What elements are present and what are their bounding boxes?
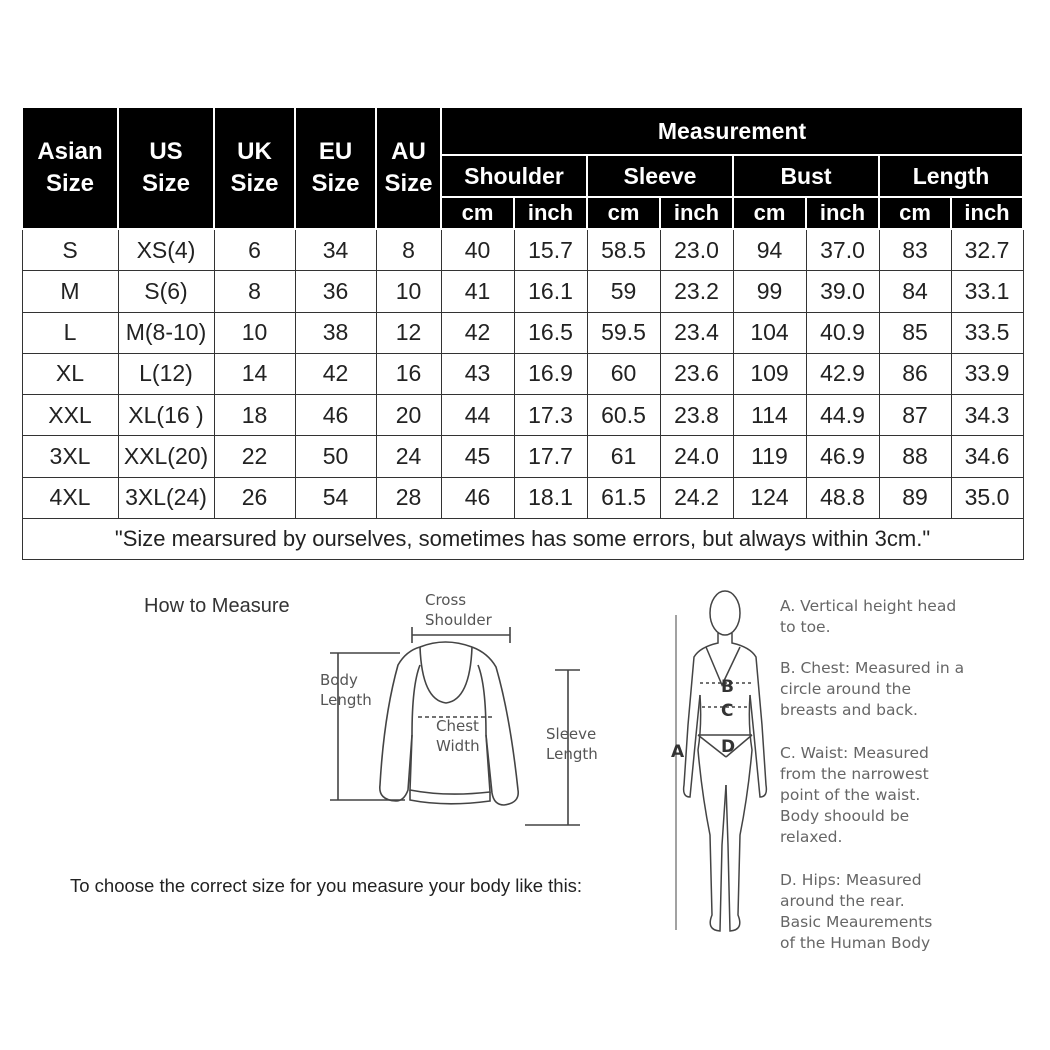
table-cell: 104 xyxy=(733,312,806,353)
table-cell: M xyxy=(22,271,118,312)
table-row xyxy=(22,395,1023,436)
table-body xyxy=(22,229,1023,519)
header-length: Length xyxy=(879,155,1023,197)
table-cell: 23.8 xyxy=(660,395,733,436)
header-measurement: Measurement xyxy=(441,107,1023,155)
table-row xyxy=(22,436,1023,477)
header-us-size: US Size xyxy=(118,107,214,229)
header-uk-size: UK Size xyxy=(214,107,295,229)
legend-item-a: A. Vertical height head to toe. xyxy=(780,597,957,636)
table-cell: 33.5 xyxy=(951,312,1023,353)
table-cell: 8 xyxy=(376,229,441,271)
header-au-size: AU Size xyxy=(376,107,441,229)
table-cell: 24.0 xyxy=(660,436,733,477)
table-cell: 42.9 xyxy=(806,353,879,394)
table-cell: 28 xyxy=(376,477,441,518)
instruction-text: To choose the correct size for you measure your body like this: xyxy=(70,875,583,896)
table-cell: 23.2 xyxy=(660,271,733,312)
table-cell: 44.9 xyxy=(806,395,879,436)
table-cell: 16 xyxy=(376,353,441,394)
table-cell: 61 xyxy=(587,436,660,477)
body-figure xyxy=(660,585,770,940)
table-cell: 41 xyxy=(441,271,514,312)
table-cell: 17.7 xyxy=(514,436,587,477)
table-cell: 15.7 xyxy=(514,229,587,271)
table-cell: 58.5 xyxy=(587,229,660,271)
table-cell: 45 xyxy=(441,436,514,477)
unit-cell: inch xyxy=(806,197,879,229)
table-cell: 54 xyxy=(295,477,376,518)
table-cell: 12 xyxy=(376,312,441,353)
table-cell: 99 xyxy=(733,271,806,312)
table-cell: 34.6 xyxy=(951,436,1023,477)
table-cell: 33.1 xyxy=(951,271,1023,312)
table-cell: 86 xyxy=(879,353,951,394)
table-cell: 85 xyxy=(879,312,951,353)
table-cell: 40.9 xyxy=(806,312,879,353)
table-cell: 109 xyxy=(733,353,806,394)
table-cell: 89 xyxy=(879,477,951,518)
table-cell: 39.0 xyxy=(806,271,879,312)
table-cell: 43 xyxy=(441,353,514,394)
table-cell: 24 xyxy=(376,436,441,477)
table-cell: 23.4 xyxy=(660,312,733,353)
table-cell: 34 xyxy=(295,229,376,271)
header-bust: Bust xyxy=(733,155,879,197)
table-cell: L xyxy=(22,312,118,353)
body-label-b: B xyxy=(721,677,734,697)
table-cell: 94 xyxy=(733,229,806,271)
table-cell: XXL(20) xyxy=(118,436,214,477)
table-cell: 16.9 xyxy=(514,353,587,394)
table-cell: 33.9 xyxy=(951,353,1023,394)
table-cell: 37.0 xyxy=(806,229,879,271)
table-cell: M(8-10) xyxy=(118,312,214,353)
table-row xyxy=(22,229,1023,271)
table-cell: 36 xyxy=(295,271,376,312)
table-cell: 44 xyxy=(441,395,514,436)
table-cell: 119 xyxy=(733,436,806,477)
table-cell: 16.5 xyxy=(514,312,587,353)
unit-cell: inch xyxy=(514,197,587,229)
table-cell: 59.5 xyxy=(587,312,660,353)
label-chest-width: Chest Width xyxy=(436,717,480,755)
table-cell: 50 xyxy=(295,436,376,477)
how-to-measure-title: How to Measure xyxy=(144,595,290,617)
table-cell: S xyxy=(22,229,118,271)
table-cell: XXL xyxy=(22,395,118,436)
table-cell: 26 xyxy=(214,477,295,518)
unit-cell: inch xyxy=(660,197,733,229)
table-cell: 61.5 xyxy=(587,477,660,518)
label-body-length: Body Length xyxy=(320,671,372,709)
table-cell: 42 xyxy=(441,312,514,353)
table-cell: 34.3 xyxy=(951,395,1023,436)
legend-item-d: D. Hips: Measured around the rear. Basic Meaurements of the Human Body xyxy=(780,871,933,952)
table-cell: 60 xyxy=(587,353,660,394)
header-eu-size: EU Size xyxy=(295,107,376,229)
table-cell: 17.3 xyxy=(514,395,587,436)
table-cell: XL(16 ) xyxy=(118,395,214,436)
table-cell: 124 xyxy=(733,477,806,518)
table-cell: 18 xyxy=(214,395,295,436)
table-cell: 3XL xyxy=(22,436,118,477)
label-sleeve-length: Sleeve Length xyxy=(546,725,598,763)
table-cell: 4XL xyxy=(22,477,118,518)
legend-item-b: B. Chest: Measured in a circle around the breasts and back. xyxy=(780,659,965,719)
unit-cell: cm xyxy=(441,197,514,229)
unit-cell: cm xyxy=(879,197,951,229)
table-cell: 24.2 xyxy=(660,477,733,518)
table-cell: 88 xyxy=(879,436,951,477)
header-asian-size: Asian Size xyxy=(22,107,118,229)
table-cell: 84 xyxy=(879,271,951,312)
table-cell: 20 xyxy=(376,395,441,436)
legend-item-c: C. Waist: Measured from the narrowest point of the waist. Body shoould be relaxed. xyxy=(780,744,929,846)
size-chart-table xyxy=(21,106,1024,560)
table-cell: 59 xyxy=(587,271,660,312)
unit-cell: inch xyxy=(951,197,1023,229)
table-cell: 23.6 xyxy=(660,353,733,394)
table-cell: 114 xyxy=(733,395,806,436)
table-cell: S(6) xyxy=(118,271,214,312)
body-label-d: D xyxy=(721,737,736,757)
header-sleeve: Sleeve xyxy=(587,155,733,197)
table-cell: 40 xyxy=(441,229,514,271)
table-cell: XL xyxy=(22,353,118,394)
table-cell: 10 xyxy=(214,312,295,353)
table-row xyxy=(22,353,1023,394)
table-cell: 46 xyxy=(295,395,376,436)
table-cell: 48.8 xyxy=(806,477,879,518)
size-note: "Size mearsured by ourselves, sometimes has some errors, but always within 3cm." xyxy=(22,519,1023,560)
table-cell: 22 xyxy=(214,436,295,477)
body-label-c: C xyxy=(721,701,734,721)
table-cell: 42 xyxy=(295,353,376,394)
unit-cell: cm xyxy=(587,197,660,229)
table-cell: 8 xyxy=(214,271,295,312)
table-cell: 14 xyxy=(214,353,295,394)
body-label-a: A xyxy=(671,742,685,762)
header-shoulder: Shoulder xyxy=(441,155,587,197)
table-row xyxy=(22,312,1023,353)
table-cell: 18.1 xyxy=(514,477,587,518)
table-cell: 35.0 xyxy=(951,477,1023,518)
unit-cell: cm xyxy=(733,197,806,229)
table-cell: L(12) xyxy=(118,353,214,394)
label-cross-shoulder: Cross Shoulder xyxy=(425,591,492,629)
table-cell: XS(4) xyxy=(118,229,214,271)
table-cell: 46.9 xyxy=(806,436,879,477)
table-cell: 10 xyxy=(376,271,441,312)
table-cell: 6 xyxy=(214,229,295,271)
table-cell: 83 xyxy=(879,229,951,271)
table-cell: 23.0 xyxy=(660,229,733,271)
table-cell: 3XL(24) xyxy=(118,477,214,518)
table-cell: 32.7 xyxy=(951,229,1023,271)
table-cell: 60.5 xyxy=(587,395,660,436)
table-cell: 46 xyxy=(441,477,514,518)
table-cell: 38 xyxy=(295,312,376,353)
table-row xyxy=(22,271,1023,312)
table-cell: 16.1 xyxy=(514,271,587,312)
table-cell: 87 xyxy=(879,395,951,436)
table-row xyxy=(22,477,1023,518)
